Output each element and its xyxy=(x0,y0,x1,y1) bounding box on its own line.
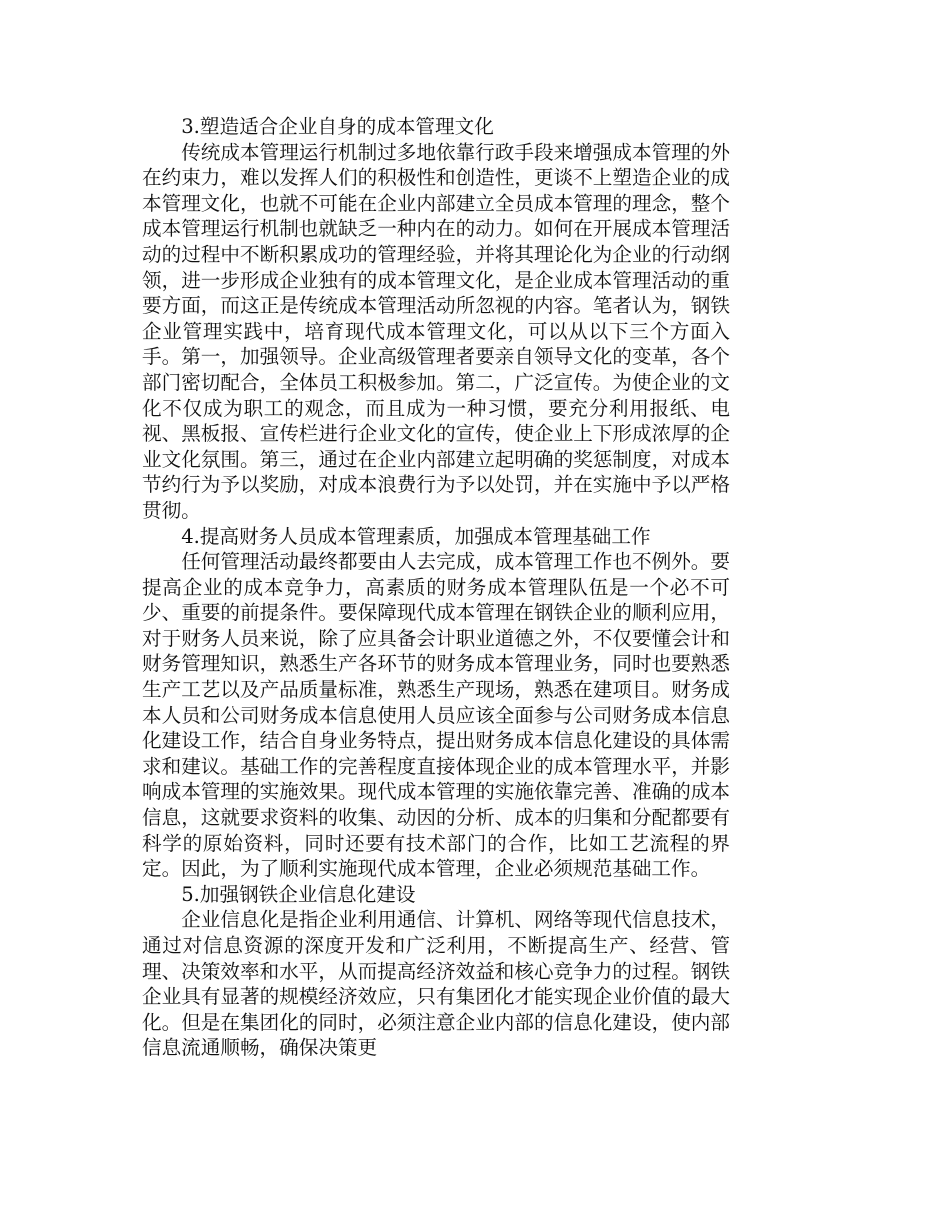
section-4-body: 任何管理活动最终都要由人去完成，成本管理工作也不例外。要提高企业的成本竞争力，高素质的财务成本管理队伍是一个必不可少、重要的前提条件。要保障现代成本管理在钢铁企业的顺利应用，对于财务人员来说，除了应具备会计职业道德之外，不仅要懂会计和财务管理知识，熟悉生产各环节的财务成本管理业务，同时也要熟悉生产工艺以及产品质量标准，熟悉生产现场，熟悉在建项目。财务成本人员和公司财务成本信息使用人员应该全面参与公司财务成本信息化建设工作，结合自身业务特点，提出财务成本信息化建设的具体需求和建议。基础工作的完善程度直接体现企业的成本管理水平，并影响成本管理的实施效果。现代成本管理的实施依靠完善、准确的成本信息，这就要求资料的收集、动因的分析、成本的归集和分配都要有科学的原始资料，同时还要有技术部门的合作，比如工艺流程的界定。因此，为了顺利实施现代成本管理，企业必须规范基础工作。 xyxy=(142,550,730,881)
document-page xyxy=(142,114,730,1061)
section-5-body: 企业信息化是指企业利用通信、计算机、网络等现代信息技术，通过对信息资源的深度开发和广泛利用，不断提高生产、经营、管理、决策效率和水平，从而提高经济效益和核心竞争力的过程。钢铁企业具有显著的规模经济效应，只有集团化才能实现企业价值的最大化。但是在集团化的同时，必须注意企业内部的信息化建设，使内部信息流通顺畅，确保决策更 xyxy=(142,908,730,1060)
section-4-heading: 4.提高财务人员成本管理素质，加强成本管理基础工作 xyxy=(181,524,651,548)
section-3-heading: 3.塑造适合企业自身的成本管理文化 xyxy=(181,115,494,138)
section-3-body: 传统成本管理运行机制过多地依靠行政手段来增强成本管理的外在约束力，难以发挥人们的积极性和创造性，更谈不上塑造企业的成本管理文化，也就不可能在企业内部建立全员成本管理的理念，整个成本管理运行机制也就缺乏一种内在的动力。如何在开展成本管理活动的过程中不断积累成功的管理经验，并将其理论化为企业的行动纲领，进一步形成企业独有的成本管理文化，是企业成本管理活动的重要方面，而这正是传统成本管理活动所忽视的内容。笔者认为，钢铁企业管理实践中，培育现代成本管理文化，可以从以下三个方面入手。第一，加强领导。企业高级管理者要亲自领导文化的变革，各个部门密切配合，全体员工积极参加。第二，广泛宣传。为使企业的文化不仅成为职工的观念，而且成为一种习惯，要充分利用报纸、电视、黑板报、宣传栏进行企业文化的宣传，使企业上下形成浓厚的企业文化氛围。第三，通过在企业内部建立起明确的奖惩制度，对成本节约行为予以奖励，对成本浪费行为予以处罚，并在实施中予以严格贯彻。 xyxy=(142,140,730,522)
section-5-heading: 5.加强钢铁企业信息化建设 xyxy=(181,882,416,906)
